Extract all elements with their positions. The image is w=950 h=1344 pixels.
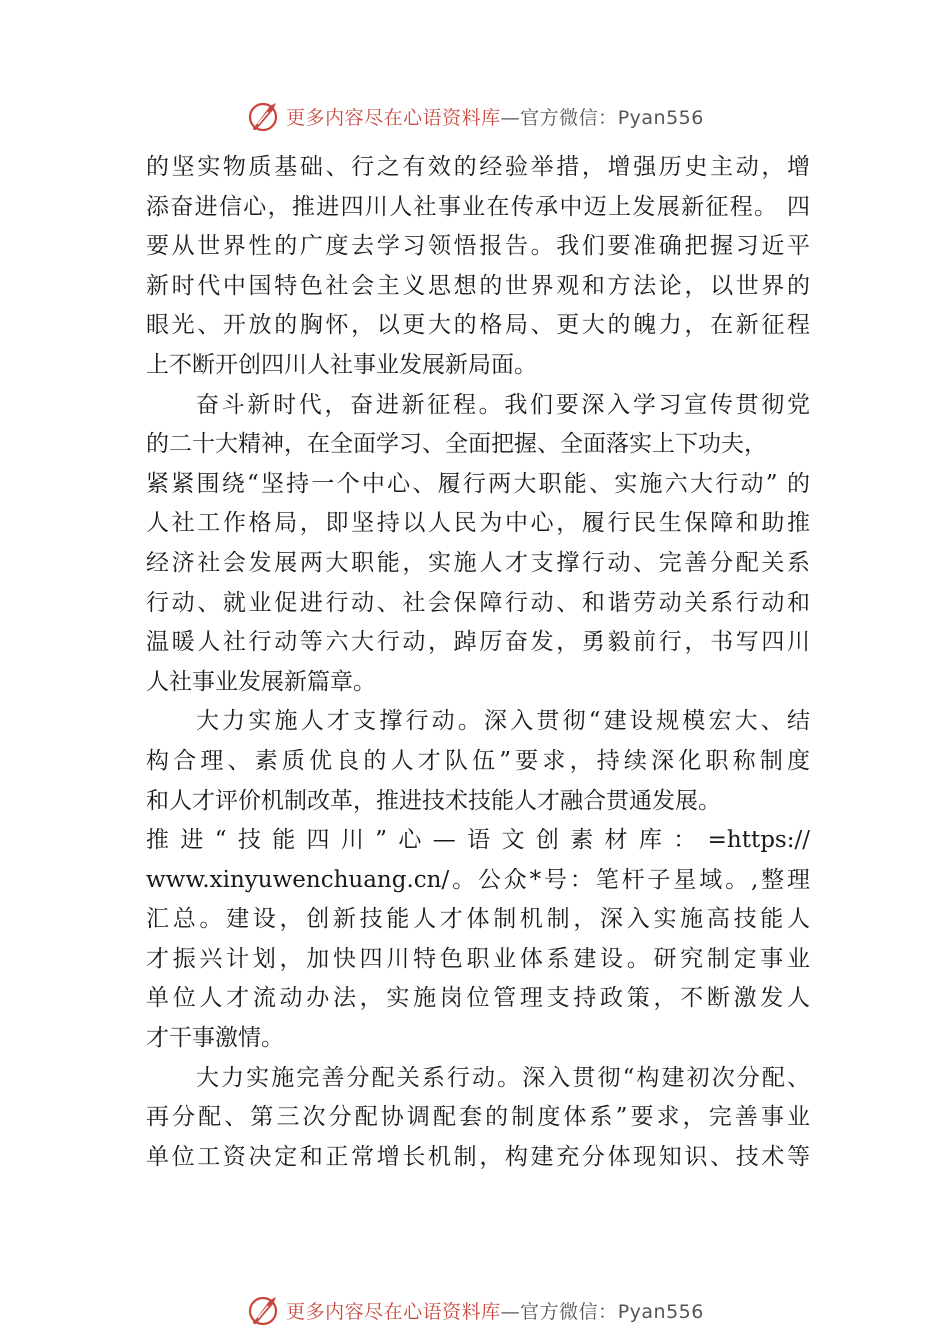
text-line: 行动、就业促进行动、社会保障行动、和谐劳动关系行动和	[146, 589, 810, 616]
text-line: 汇总。建设，创新技能人才体制机制，深入实施高技能人	[146, 906, 810, 933]
text-line: 人社事业发展新篇章。	[146, 668, 376, 695]
text-line: 温暖人社行动等六大行动，踔厉奋发，勇毅前行，书写四川	[146, 629, 810, 656]
text-line: 眼光、开放的胸怀，以更大的格局、更大的魄力，在新征程	[146, 312, 810, 339]
text-line: 才振兴计划，加快四川特色职业体系建设。研究制定事业	[146, 945, 810, 972]
text-line: 构合理、素质优良的人才队伍”要求，持续深化职称制度	[146, 747, 810, 774]
watermark-wechat-id: Pyan556	[617, 1300, 704, 1323]
watermark-brand: 更多内容尽在心语资料库	[286, 106, 501, 129]
quill-pen-circle-icon	[246, 98, 282, 134]
watermark-label: 官方微信：	[520, 1300, 618, 1323]
watermark-text	[286, 103, 704, 130]
watermark-text	[286, 1297, 704, 1324]
watermark-brand: 更多内容尽在心语资料库	[286, 1300, 501, 1323]
text-line: 人社工作格局，即坚持以人民为中心，履行民生保障和助推	[146, 510, 810, 537]
text-line: 单位人才流动办法，实施岗位管理支持政策，不断激发人	[146, 985, 810, 1012]
text-line: 奋斗新时代，奋进新征程。我们要深入学习宣传贯彻党	[196, 391, 810, 418]
watermark-label: 官方微信：	[520, 106, 618, 129]
text-line: 大力实施人才支撑行动。深入贯彻“建设规模宏大、结	[196, 708, 810, 735]
text-line: 添奋进信心，推进四川人社事业在传承中迈上发展新征程。 四	[146, 193, 810, 220]
text-line: 的二十大精神，在全面学习、全面把握、全面落实上下功夫，	[146, 431, 767, 458]
watermark-separator: —	[500, 1300, 521, 1323]
text-line: 单位工资决定和正常增长机制，构建充分体现知识、技术等	[146, 1143, 810, 1170]
text-line: 紧紧围绕“坚持一个中心、履行两大职能、实施六大行动” 的	[146, 470, 810, 497]
header-watermark	[0, 96, 950, 136]
text-line: 经济社会发展两大职能，实施人才支撑行动、完善分配关系	[146, 549, 810, 576]
text-line: 新时代中国特色社会主义思想的世界观和方法论，以世界的	[146, 272, 810, 299]
document-body	[146, 148, 810, 1177]
text-line: 上不断开创四川人社事业发展新局面。	[146, 351, 537, 378]
text-line: 要从世界性的广度去学习领悟报告。我们要准确把握习近平	[146, 233, 810, 260]
text-line: 大力实施完善分配关系行动。深入贯彻“构建初次分配、	[196, 1064, 810, 1091]
watermark-separator: —	[500, 106, 521, 129]
footer-watermark	[0, 1290, 950, 1330]
text-line: 的坚实物质基础、行之有效的经验举措，增强历史主动，增	[146, 154, 810, 180]
text-line: 和人才评价机制改革，推进技术技能人才融合贯通发展。	[146, 787, 721, 814]
watermark-wechat-id: Pyan556	[617, 106, 704, 129]
text-line: 推进“技能四川”心—语文创素材库：=https://	[146, 827, 810, 854]
text-line: 才干事激情。	[146, 1025, 284, 1052]
text-line: 再分配、第三次分配协调配套的制度体系”要求，完善事业	[146, 1104, 810, 1131]
quill-pen-circle-icon	[246, 1292, 282, 1328]
text-line: www.xinyuwenchuang.cn/。公众*号：笔杆子星域。,整理	[146, 866, 810, 893]
